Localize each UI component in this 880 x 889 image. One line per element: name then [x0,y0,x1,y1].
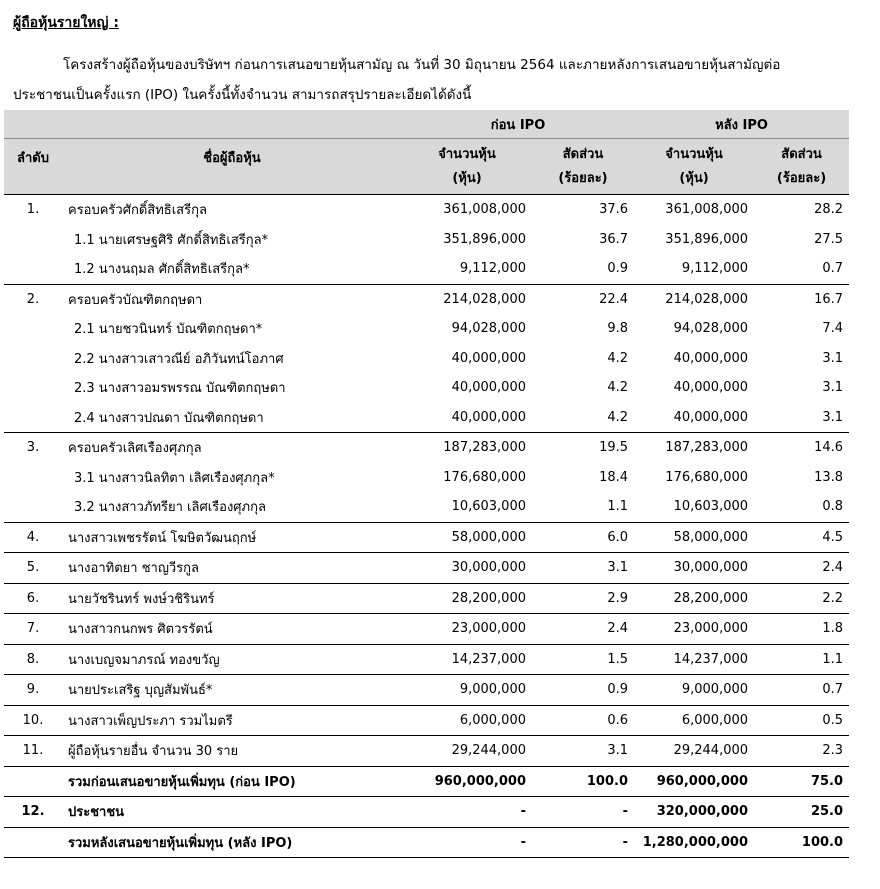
table-row [4,492,849,522]
row-shares-after: 187,283,000 [634,433,754,463]
table-row [4,736,849,767]
table-row [4,705,849,736]
row-rank: 11. [4,736,62,767]
row-ratio-before: 19.5 [532,433,634,463]
row-ratio-before: 37.6 [532,195,634,225]
row-shares-before: 28,200,000 [402,583,532,614]
row-shares-after: 351,896,000 [665,231,749,247]
row-ratio-after: 0.8 [822,499,844,515]
row-ratio-after: 1.8 [754,614,849,645]
table-row [4,827,849,858]
row-shares-before: 29,244,000 [402,736,532,767]
header-ratio-unit-after: (ร้อยละ) [754,167,849,195]
row-rank: 5. [4,553,62,584]
row-shareholder-name: ผู้ถือหุ้นรายอื่น จำนวน 30 ราย [62,736,402,767]
row-shares-before: 40,000,000 [451,350,526,366]
row-shares-after: 94,028,000 [673,321,749,337]
row-shares-before: 6,000,000 [402,705,532,736]
table-row [4,403,849,433]
row-shares-after: 320,000,000 [634,797,754,828]
table-row [4,195,849,225]
header-ratio-unit-before: (ร้อยละ) [532,167,634,195]
row-ratio-before: 4.2 [607,409,629,425]
row-shareholder-name: ครอบครัวบัณฑิตกฤษดา [62,284,402,314]
row-shares-after: 10,603,000 [673,499,749,515]
row-ratio-after: 3.1 [822,350,844,366]
row-ratio-before: 1.1 [607,499,629,515]
row-shares-before: 176,680,000 [443,469,526,485]
row-shareholder-name: 3.2 นางสาวภัทรียา เลิศเรืองศุภกุล [74,500,266,516]
row-rank: 12. [4,797,62,828]
row-shares-before: 30,000,000 [402,553,532,584]
row-shareholder-name: 2.2 นางสาวเสาวณีย์ อภิวันทน์โอภาศ [74,351,284,367]
header-shares-after: จำนวนหุ้น [634,139,754,168]
row-ratio-before: 0.6 [532,705,634,736]
row-ratio-before: 2.4 [532,614,634,645]
row-rank: 3. [4,433,62,463]
row-ratio-before: 0.9 [532,675,634,706]
intro-line-2: ประชาชนเป็นครั้งแรก (IPO) ในครั้งนี้ทั้งจำนวน สามารถสรุปรายละเอียดได้ดังนี้ [13,87,472,103]
table-row [4,522,849,553]
row-ratio-after: 0.5 [754,705,849,736]
table-row [4,644,849,675]
row-shareholder-name: นางสาวเพ็ญประภา รวมไมตรี [62,705,402,736]
row-rank [4,373,62,403]
row-shareholder-name: 3.1 นางสาวนิลทิตา เลิศเรืองศุภกุล* [74,470,275,486]
row-shareholder-name: นายประเสริฐ บุญสัมพันธ์* [62,675,402,706]
header-ratio-before: สัดส่วน [532,139,634,168]
row-ratio-before: 22.4 [532,284,634,314]
row-ratio-after: 3.1 [822,380,844,396]
header-shares-unit-after: (หุ้น) [634,167,754,195]
row-ratio-after: 1.1 [754,644,849,675]
row-shares-after: 176,680,000 [665,469,749,485]
row-shares-after: 9,112,000 [681,261,749,277]
table-row [4,373,849,403]
table-row [4,553,849,584]
row-rank [4,314,62,344]
header-ratio-after: สัดส่วน [754,139,849,168]
row-shares-before: 40,000,000 [451,409,526,425]
row-shares-before: 960,000,000 [402,766,532,797]
row-ratio-after: 16.7 [754,284,849,314]
row-rank [4,254,62,284]
row-ratio-after: 27.5 [814,231,844,247]
row-shares-before: 58,000,000 [402,522,532,553]
row-shareholder-name: ครอบครัวศักดิ์สิทธิเสรีกุล [62,195,402,225]
row-shareholder-name: 2.1 นายชวนินทร์ บัณฑิตกฤษดา* [74,322,263,338]
row-rank: 6. [4,583,62,614]
row-ratio-after: 25.0 [754,797,849,828]
row-rank: 9. [4,675,62,706]
row-shareholder-name: 1.2 นางนฤมล ศักดิ์สิทธิเสรีกุล* [74,262,250,278]
row-rank [4,827,62,858]
row-ratio-after: 2.3 [754,736,849,767]
row-shares-after: 40,000,000 [673,380,749,396]
row-shares-after: 40,000,000 [673,409,749,425]
row-ratio-before: 18.4 [599,469,629,485]
row-rank: 7. [4,614,62,645]
row-rank: 1. [4,195,62,225]
table-row [4,254,849,284]
row-rank [4,225,62,255]
row-shares-after: 1,280,000,000 [634,827,754,858]
row-shares-after: 6,000,000 [634,705,754,736]
table-row [4,614,849,645]
header-rank: ลำดับ [4,139,62,195]
row-shareholder-name: รวมก่อนเสนอขายหุ้นเพิ่มทุน (ก่อน IPO) [62,766,402,797]
table-row [4,314,849,344]
table-row [4,583,849,614]
table-row [4,225,849,255]
shareholder-table [4,110,849,858]
row-ratio-before: 4.2 [607,380,629,396]
row-shareholder-name: นางสาวเพชรรัตน์ โฆษิตวัฒนฤกษ์ [62,522,402,553]
row-ratio-after: 0.7 [754,675,849,706]
row-ratio-after: 100.0 [754,827,849,858]
row-ratio-after: 2.2 [754,583,849,614]
header-shares-unit-before: (หุ้น) [402,167,532,195]
row-shares-before: - [402,827,532,858]
row-shares-before: 9,112,000 [459,261,526,277]
row-shares-before: 10,603,000 [451,499,526,515]
row-shares-before: 40,000,000 [451,380,526,396]
row-ratio-after: 0.7 [822,261,844,277]
row-shares-before: 214,028,000 [402,284,532,314]
row-ratio-before: 0.9 [607,261,629,277]
row-shareholder-name: นางสาวกนกพร ศิตวรรัตน์ [62,614,402,645]
row-ratio-before: 6.0 [532,522,634,553]
row-shareholder-name: นายวัชรินทร์ พงษ์วชิรินทร์ [62,583,402,614]
row-shares-after: 9,000,000 [634,675,754,706]
table-row [4,284,849,314]
header-after-ipo: หลัง IPO [634,110,849,139]
row-shares-before: 94,028,000 [451,321,526,337]
row-shareholder-name: รวมหลังเสนอขายหุ้นเพิ่มทุน (หลัง IPO) [62,827,402,858]
row-rank [4,463,62,493]
row-rank [4,403,62,433]
row-shares-before: 9,000,000 [402,675,532,706]
row-ratio-after: 75.0 [754,766,849,797]
row-rank [4,766,62,797]
row-shares-after: 960,000,000 [634,766,754,797]
row-shares-after: 29,244,000 [634,736,754,767]
row-ratio-before: - [532,797,634,828]
row-ratio-before: 36.7 [599,231,629,247]
row-shareholder-name: 1.1 นายเศรษฐศิริ ศักดิ์สิทธิเสรีกุล* [74,232,269,248]
row-ratio-after: 2.4 [754,553,849,584]
row-shares-after: 361,008,000 [634,195,754,225]
header-blank [62,110,402,139]
row-shareholder-name: 2.4 นางสาวปณดา บัณฑิตกฤษดา [74,410,264,426]
row-shares-before: 14,237,000 [402,644,532,675]
row-ratio-after: 4.5 [754,522,849,553]
row-shares-after: 23,000,000 [634,614,754,645]
row-shareholder-name: ประชาชน [62,797,402,828]
row-shareholder-name: นางอาทิตยา ชาญวีรกูล [62,553,402,584]
row-ratio-before: 9.8 [607,321,629,337]
intro-paragraph [13,50,868,110]
row-shareholder-name: 2.3 นางสาวอมรพรรณ บัณฑิตกฤษดา [74,381,286,397]
row-rank: 4. [4,522,62,553]
row-shares-after: 40,000,000 [673,350,749,366]
row-rank: 2. [4,284,62,314]
row-rank [4,344,62,374]
row-ratio-after: 14.6 [754,433,849,463]
row-shares-after: 14,237,000 [634,644,754,675]
table-body [4,195,849,858]
row-shares-before: 361,008,000 [402,195,532,225]
row-ratio-after: 28.2 [754,195,849,225]
row-shares-before: 23,000,000 [402,614,532,645]
row-rank: 10. [4,705,62,736]
row-shareholder-name: ครอบครัวเลิศเรืองศุภกุล [62,433,402,463]
row-ratio-before: 100.0 [532,766,634,797]
row-shares-after: 58,000,000 [634,522,754,553]
table-row [4,675,849,706]
row-shares-before: 187,283,000 [402,433,532,463]
row-shareholder-name: นางเบญจมาภรณ์ ทองขวัญ [62,644,402,675]
table-row [4,463,849,493]
row-rank [4,492,62,522]
row-ratio-before: 1.5 [532,644,634,675]
header-blank [4,110,62,139]
row-ratio-after: 7.4 [822,321,844,337]
row-shares-after: 28,200,000 [634,583,754,614]
row-shares-after: 214,028,000 [634,284,754,314]
row-shares-after: 30,000,000 [634,553,754,584]
header-before-ipo: ก่อน IPO [402,110,634,139]
row-shares-before: 351,896,000 [443,231,526,247]
table-row [4,766,849,797]
row-ratio-before: - [532,827,634,858]
row-ratio-after: 3.1 [822,409,844,425]
row-ratio-before: 4.2 [607,350,629,366]
table-row [4,344,849,374]
table-row [4,797,849,828]
row-shares-before: - [402,797,532,828]
intro-line-1: โครงสร้างผู้ถือหุ้นของบริษัทฯ ก่อนการเสนอขายหุ้นสามัญ ณ วันที่ 30 มิถุนายน 2564 และภายหลังการเสนอขายหุ้นสามัญต่อ [63,57,781,73]
row-rank: 8. [4,644,62,675]
table-row [4,433,849,463]
row-ratio-before: 3.1 [532,736,634,767]
header-name: ชื่อผู้ถือหุ้น [62,139,402,195]
row-ratio-before: 2.9 [532,583,634,614]
row-ratio-before: 3.1 [532,553,634,584]
row-ratio-after: 13.8 [814,469,844,485]
section-heading: ผู้ถือหุ้นรายใหญ่ : [13,15,119,31]
header-shares-before: จำนวนหุ้น [402,139,532,168]
